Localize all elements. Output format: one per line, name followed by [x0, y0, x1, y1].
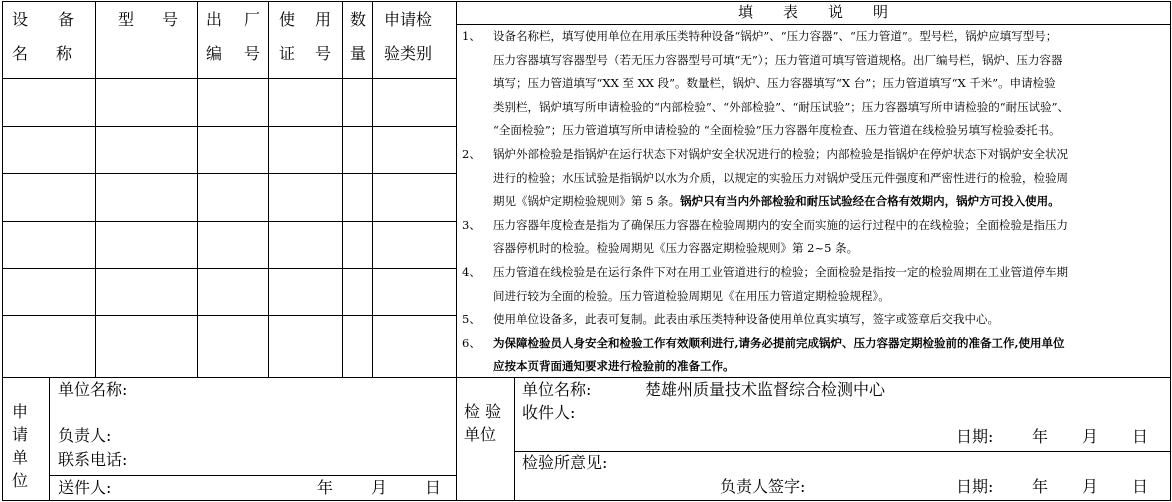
- instruction-line: 进行的检验；水压试验是指锅炉以水为介质，以规定的实验压力对锅炉受压元件强度和严密性进行的检验，检验周: [493, 170, 1068, 185]
- applicant-date-day: 日: [425, 478, 442, 497]
- instruction-number: 1、: [462, 29, 481, 43]
- instruction-line: 间进行较为全面的检验。压力管道检验周期见《在用压力管道定期检验规程》。: [493, 288, 890, 303]
- instruction-number: 5、: [462, 312, 481, 327]
- inspector-sign-label: 负责人签字:: [720, 477, 806, 496]
- instruction-number: 3、: [462, 217, 481, 232]
- inspector-label: 检 验 单位: [464, 402, 502, 444]
- equipment-cell-input[interactable]: [3, 316, 94, 376]
- inspector-date-year: 年: [1032, 427, 1049, 446]
- applicant-label: 申 请 单 位: [12, 402, 29, 490]
- instruction-number: 2、: [462, 147, 481, 161]
- instruction-bold-line: 为保障检验员人身安全和检验工作有效顺利进行,请务必提前完成锅炉、压力容器定期检验前的准备工作,使用单位: [493, 335, 1065, 350]
- inspector-date-month: 月: [1082, 427, 1099, 446]
- equipment-cell-input[interactable]: [3, 79, 94, 125]
- instruction-line: 压力容器年度检查是指为了确保压力容器在检验周期内的安全而实施的运行过程中的在线检验；全面检验是指压力: [493, 217, 1068, 232]
- instruction-bold-line: 应按本页背面通知要求进行检验前的准备工作。: [493, 359, 735, 374]
- instruction-line: 类别栏，锅炉填写所申请检验的“内部检验”、“外部检验”、“耐压试验”；压力容器填写所申请检验的“耐压试验”、: [493, 99, 1070, 114]
- applicant-phone-label: 联系电话:: [58, 450, 128, 469]
- instruction-line: 压力管道在线检验是在运行条件下对在用工业管道进行的检验；全面检验是指按一定的检验周期在工业管道停车期: [493, 265, 1068, 279]
- instruction-line: “全面检验”；压力管道填写所申请检验的 “全面检验”压力容器年度检查、压力管道在线检验另填写检验委托书。: [493, 123, 1061, 138]
- instructions-title: 填 表 说 明: [737, 3, 888, 21]
- instruction-line: 锅炉外部检验是指锅炉在运行状态下对锅炉安全状况进行的检验；内部检验是指锅炉在停炉状态下对锅炉安全状况: [493, 147, 1068, 161]
- inspector-unit-name-label: 单位名称:: [522, 380, 592, 399]
- inspector-unit-name-value: 楚雄州质量技术监督综合检测中心: [645, 380, 886, 399]
- instruction-number: 6、: [462, 335, 481, 350]
- inspector-sign-date-label: 日期:: [956, 477, 994, 496]
- instruction-line: 容器停机时的检验。检验周期见《压力容器定期检验规则》第 2~5 条。: [493, 241, 859, 256]
- applicant-person-label: 负责人:: [58, 426, 112, 445]
- inspector-date-day: 日: [1132, 427, 1149, 446]
- equipment-cell-input[interactable]: [3, 222, 94, 267]
- instruction-number: 4、: [462, 265, 481, 279]
- inspector-receiver-label: 收件人:: [522, 403, 576, 422]
- applicant-date-month: 月: [371, 478, 388, 497]
- inspector-sign-date-day: 日: [1132, 477, 1149, 496]
- instruction-line: 压力容器填写容器型号（若无压力容器型号可填“无”）；压力管道可填写管道规格。出厂编号栏，锅炉、压力容器: [493, 52, 1063, 67]
- equipment-cell-input[interactable]: [3, 174, 94, 220]
- applicant-unit-name-label: 单位名称:: [58, 380, 128, 399]
- instruction-line: 期见《锅炉定期检验规则》第 5 条。锅炉只有当内外部检验和耐压试验经在合格有效期内，锅炉方可投入使用。: [493, 194, 1060, 209]
- inspector-opinion-label: 检验所意见:: [522, 453, 608, 472]
- inspector-sign-date-year: 年: [1032, 477, 1049, 496]
- equipment-cell-input[interactable]: [3, 269, 94, 314]
- instruction-line: 使用单位设备多，此表可复制。此表由承压类特种设备使用单位真实填写，签字或签章后交我中心。: [493, 312, 999, 327]
- applicant-sender-label: 送件人:: [58, 478, 112, 497]
- inspector-sign-date-month: 月: [1082, 477, 1099, 496]
- applicant-date-year: 年: [317, 478, 334, 497]
- instruction-line: 设备名称栏，填写使用单位在用承压类特种设备“锅炉”、“压力容器”、“压力管道”。型号栏，锅炉应填写型号；: [493, 29, 1058, 43]
- inspection-application-form: 设 备 名 称 型 号 出 厂 编 号 使 用 证 号 数 量 申请检 验类别 填 表 说 明 1、 设备名称栏，填写使用单位在用承压类特种设备“锅炉”、“压力容器”、“压力管道”。型号栏，锅炉应填写型号； 压力容器填写容器型号（若无压力容器型号可填“无”）；压力管道可填写管道规格。出厂编号栏，锅炉、压力容器 填写；压力管道填写“XX 至 XX 段”。数量栏，锅炉、压力容器填写“X 台”；压力管道填写“X 千米”。申请检验 类别栏，锅炉填写所申请检验的“内部检验”、“外部检验”、“耐压试验”；压力容器填写所申请检验的“耐压试验”、 “全面检验”；压力管道填写所申请检验的 “全面检验”压力容器年度检查、压力管道在线检验另填写检验委托书。 2、 锅炉外部检验是指锅炉在运行状态下对锅炉安全状况进行的检验；内部检验是指锅炉在停炉状态下对锅炉安全状况 进行的检验；水压试验是指锅炉以水为介质，以规定的实验压力对锅炉受压元件强度和严密性进行的检验，检验周 期见《锅炉定期检验规则》第 5 条。锅炉只有当内外部检验和耐压试验经在合格有效期内，锅炉方可投入使用。 3、 压力容器年度检查是指为了确保压力容器在检验周期内的安全而实施的运行过程中的在线检验；全面检验是指压力 容器停机时的检验。检验周期见《压力容器定期检验规则》第 2~5 条。 4、 压力管道在线检验是在运行条件下对在用工业管道进行的检验；全面检验是指按一定的检验周期在工业管道停车期 间进行较为全面的检验。压力管道检验周期见《在用压力管道定期检验规程》。 5、 使用单位设备多，此表可复制。此表由承压类特种设备使用单位真实填写，签字或签章后交我中心。 6、 为保障检验员人身安全和检验工作有效顺利进行,请务必提前完成锅炉、压力容器定期检验前的准备工作,使用单位 应按本页背面通知要求进行检验前的准备工作。 申 请 单 位 单位名称: 负责人: 联系电话: 送件人: 年 月 日 检 验 单位 单位名称: 楚雄州质量技术监督综合检测中心 收件人: 日期: 年 月 日 检验所意见: 负责人签字: 日期: 年 月 日: [0, 0, 1172, 502]
- instruction-line: 填写；压力管道填写“XX 至 XX 段”。数量栏，锅炉、压力容器填写“X 台”；压力管道填写“X 千米”。申请检验: [493, 76, 1056, 91]
- equipment-cell-input[interactable]: [3, 127, 94, 172]
- instruction-bold-note: 锅炉只有当内外部检验和耐压试验经在合格有效期内，锅炉方可投入使用。: [680, 194, 1060, 209]
- inspector-date-label: 日期:: [956, 427, 994, 446]
